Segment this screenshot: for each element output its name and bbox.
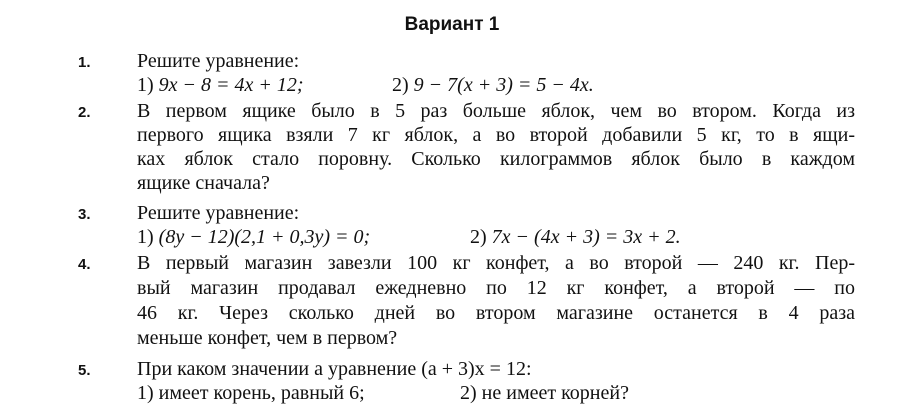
task-1-prompt: Решите уравнение: <box>137 50 300 72</box>
task-4-line: В первый магазин завезли 100 кг конфет, а во второй — 240 кг. Пер- <box>137 252 855 274</box>
variant-title: Вариант 1 <box>404 14 500 35</box>
task-5-number: 5. <box>78 362 91 379</box>
task-5-prompt: При каком значении a уравнение (a + 3)x = 12: <box>137 358 532 380</box>
task-1-parts <box>137 74 304 96</box>
task-3-part2-equation: 7x − (4x + 3) = 3x + 2. <box>491 226 681 248</box>
task-3-part2-label: 2) <box>470 226 492 248</box>
task-5-part1-label: 1) <box>137 382 159 404</box>
task-5-part2-label: 2) <box>460 382 482 404</box>
task-3-part2 <box>470 226 681 248</box>
task-4-line: вый магазин продавал ежедневно по 12 кг конфет, а второй — по <box>137 277 855 299</box>
task-4-number: 4. <box>78 256 91 273</box>
task-3-parts <box>137 226 370 248</box>
task-5-parts <box>137 382 365 404</box>
task-4-line: меньше конфет, чем в первом? <box>137 327 398 349</box>
task-5-part2-text: не имеет корней? <box>481 382 629 404</box>
task-2-line: первого ящика взяли 7 кг яблок, а во второй добавили 5 кг, то в ящи- <box>137 124 855 146</box>
task-1-part2-label: 2) <box>392 74 414 96</box>
task-1-part2-equation: 9 − 7(x + 3) = 5 − 4x. <box>413 74 594 96</box>
task-3-number: 3. <box>78 206 91 223</box>
task-3-part1-label: 1) <box>137 226 159 248</box>
task-1-part1-label: 1) <box>137 74 159 96</box>
task-3-prompt: Решите уравнение: <box>137 202 300 224</box>
task-1-number: 1. <box>78 54 91 71</box>
task-2-number: 2. <box>78 104 91 121</box>
task-2-line: ящике сначала? <box>137 172 270 194</box>
task-5-part1-text: имеет корень, равный 6; <box>158 382 365 404</box>
task-2-line: ках яблок стало поровну. Сколько килограммов яблок было в каждом <box>137 148 855 170</box>
task-1-part1-equation: 9x − 8 = 4x + 12; <box>158 74 304 96</box>
task-3-part1-equation: (8y − 12)(2,1 + 0,3y) = 0; <box>158 226 371 248</box>
task-5-part2 <box>460 382 629 404</box>
task-1-part2 <box>392 74 594 96</box>
task-2-line: В первом ящике было в 5 раз больше яблок, чем во втором. Когда из <box>137 100 855 122</box>
task-4-line: 46 кг. Через сколько дней во втором магазине останется в 4 раза <box>137 302 855 324</box>
